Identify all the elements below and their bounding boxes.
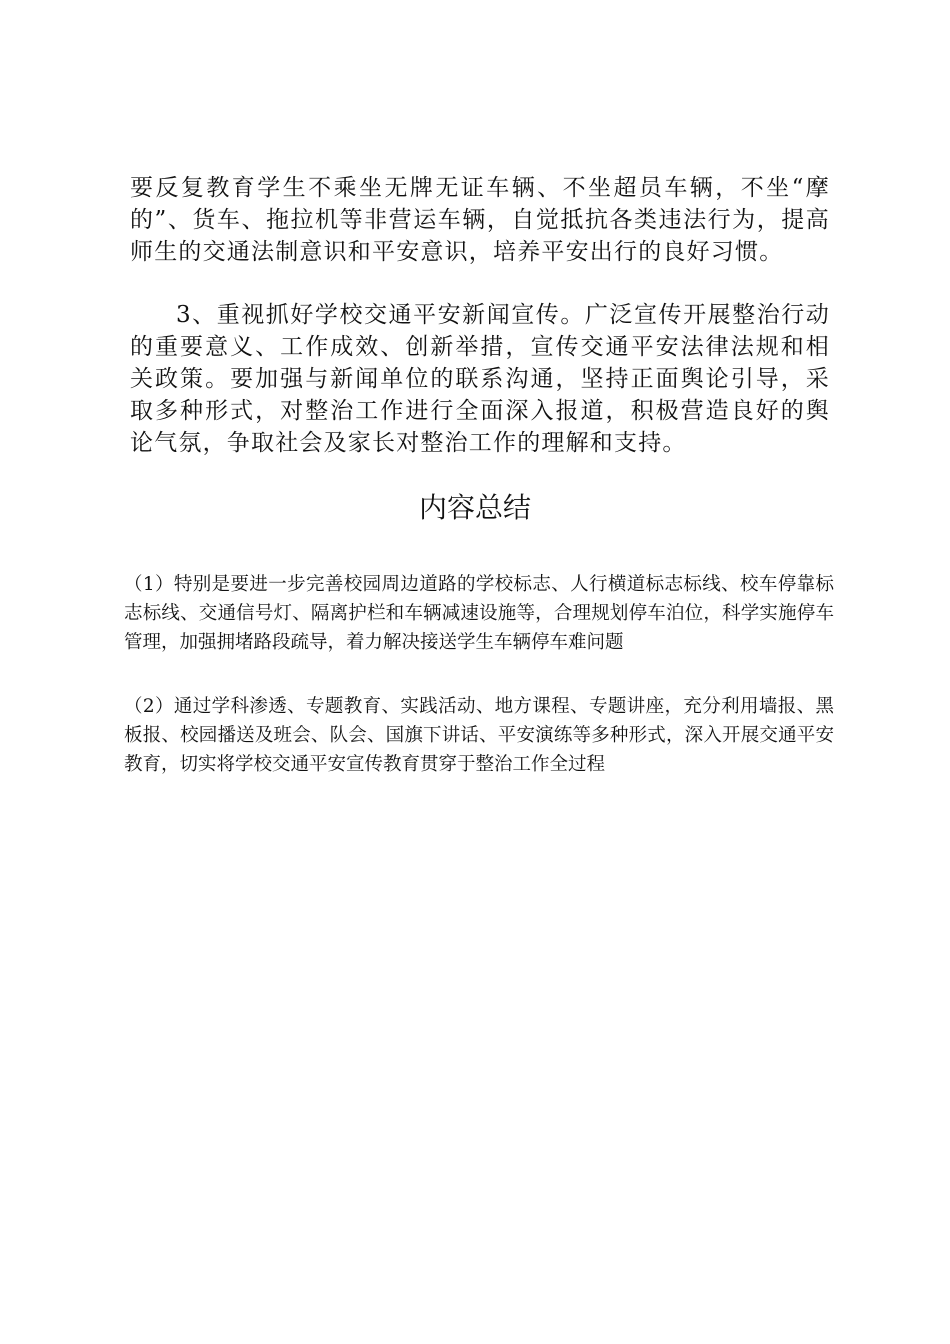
summary-item: （1）特别是要进一步完善校园周边道路的学校标志、人行横道标志标线、校车停靠标志标线、交通信号灯、隔离护栏和车辆减速设施等，合理规划停车泊位，科学实施停车管理，加强拥堵路段疏导，着力解决接送学生车辆停车难问题: [124, 574, 834, 653]
summary-item: （2）通过学科渗透、专题教育、实践活动、地方课程、专题讲座，充分利用墙报、黑板报、校园播送及班会、队会、国旗下讲话、平安演练等多种形式，深入开展交通平安教育，切实将学校交通平安宣传教育贯穿于整治工作全过程: [124, 696, 834, 775]
body-paragraph: 3、重视抓好学校交通平安新闻宣传。广泛宣传开展整治行动的重要意义、工作成效、创新举措，宣传交通平安法律法规和相关政策。要加强与新闻单位的联系沟通，坚持正面舆论引导，采取多种形式，对整治工作进行全面深入报道，积极营造良好的舆论气氛，争取社会及家长对整治工作的理解和支持。: [130, 302, 830, 456]
body-paragraph: 要反复教育学生不乘坐无牌无证车辆、不坐超员车辆，不坐“摩的”、货车、拖拉机等非营运车辆，自觉抵抗各类违法行为，提高师生的交通法制意识和平安意识，培养平安出行的良好习惯。: [130, 175, 830, 265]
summary-title: 内容总结: [418, 491, 531, 524]
